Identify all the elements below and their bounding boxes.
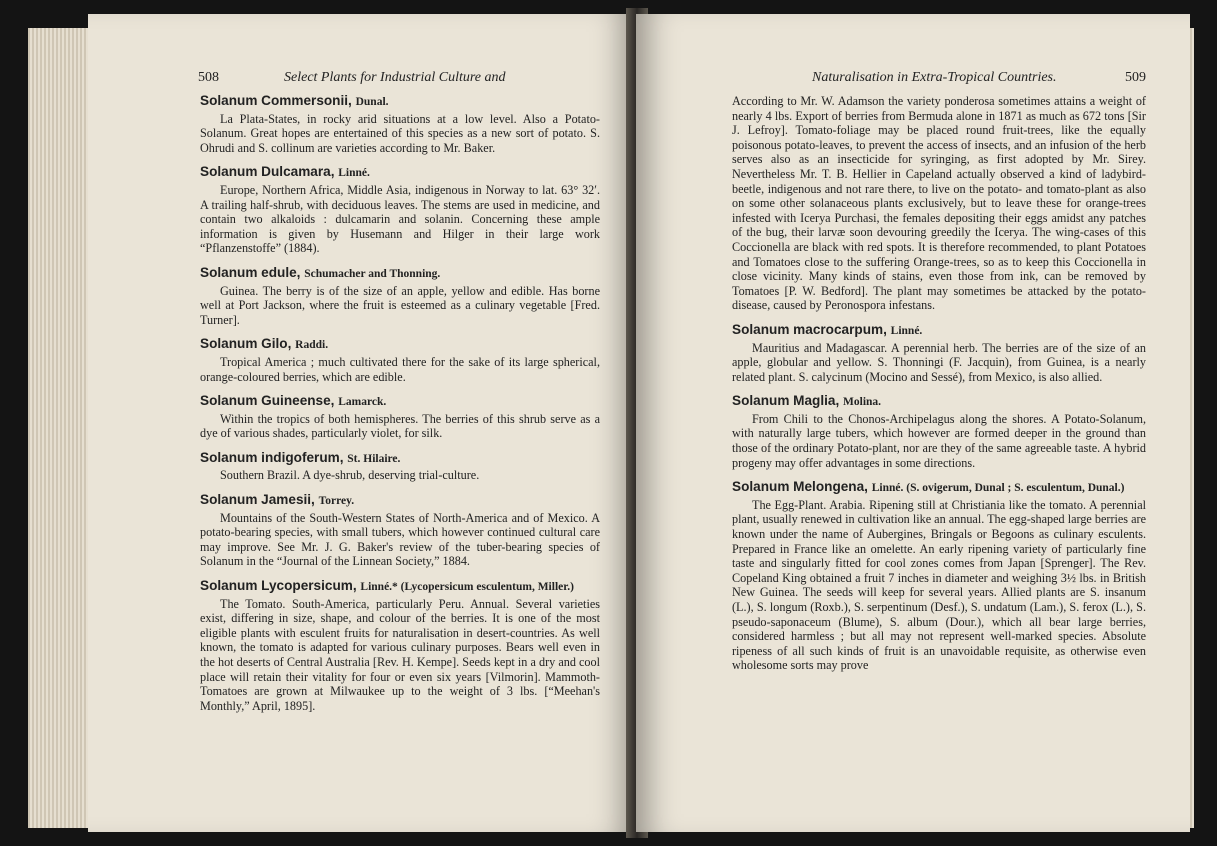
plant-entry [732, 480, 1146, 673]
species-name: Solanum Melongena, [732, 479, 868, 495]
entry-heading [732, 394, 1146, 410]
entry-heading [200, 337, 600, 353]
plant-entry [200, 451, 600, 483]
entry-description: Within the tropics of both hemispheres. The berries of this shrub serve as a dye of various shades, particularly violet, for silk. [200, 411, 600, 441]
species-name: Solanum Dulcamara, [200, 164, 335, 180]
entry-heading [200, 493, 600, 509]
species-authority: Linné.* (Lycopersicum esculentum, Miller.) [360, 581, 574, 594]
species-name: Solanum Commersonii, [200, 93, 352, 108]
left-page-number: 508 [198, 70, 219, 85]
left-text-column [200, 94, 600, 723]
right-running-title: Naturalisation in Extra-Tropical Countries. [812, 70, 1057, 85]
entry-description: Guinea. The berry is of the size of an apple, yellow and edible. Has borne well at Port Jackson, where the fruit is esteemed as a culinary vegetable [Fred. Turner]. [200, 283, 600, 327]
right-text-column [732, 94, 1146, 683]
entry-description: Europe, Northern Africa, Middle Asia, indigenous in Norway to lat. 63° 32′. A trailing half-shrub, with deciduous leaves. The stems are used in medicine, and contain two alkaloids : dulcamarin and solanin. Concerning these ample information is given by Husemann and Hilger in their large work “Pflanzenstoffe” (1884). [200, 182, 600, 256]
entry-description: The Tomato. South-America, particularly Peru. Annual. Several varieties exist, differing in size, shape, and colour of the berries. It is one of the most eligible plants with esculent fruits for naturalisation in desert-countries. As well known, the tomato is adapted for various culinary purposes. Bears well even in the hot deserts of Central Australia [Rev. H. Kempe]. Seeds kept in a dry and cool place will retain their vitality for four or even six years [Vilmorin]. Mammoth-Tomatoes are grown at Milwaukee up to the weight of 3 lbs. [“Meehan's Monthly,” April, 1895]. [200, 596, 600, 713]
plant-entry [732, 323, 1146, 384]
species-authority: Schumacher and Thonning. [304, 267, 441, 280]
species-name: Solanum edule, [200, 264, 301, 280]
entry-heading [732, 480, 1146, 496]
plant-entry [200, 394, 600, 441]
plant-entry [200, 266, 600, 327]
plant-entry [732, 394, 1146, 470]
species-authority: Molina. [843, 396, 882, 409]
plant-entry [200, 337, 600, 384]
entry-heading [200, 451, 600, 467]
plant-entry [200, 579, 600, 713]
entry-heading [200, 579, 600, 595]
entry-description: Southern Brazil. A dye-shrub, deserving trial-culture. [220, 468, 480, 483]
species-authority: Linné. [338, 167, 370, 180]
species-name: Solanum Guineense, [200, 393, 335, 409]
entry-heading [200, 94, 600, 110]
right-page-number: 509 [1125, 70, 1146, 85]
plant-entry [200, 94, 600, 155]
entry-description: Mountains of the South-Western States of North-America and of Mexico. A potato-bearing species, with small tubers, which however continued cultural care may improve. See Mr. J. G. Baker's review of the tuber-bearing species of Solanum in the “Journal of the Linnean Society,” 1884. [200, 510, 600, 569]
species-authority: Torrey. [318, 495, 355, 508]
entry-heading [200, 266, 600, 282]
species-authority: St. Hilaire. [347, 452, 401, 465]
entry-description: The Egg-Plant. Arabia. Ripening still at Christiania like the tomato. A perennial plant, usually renewed in cultivation like an annual. The egg-shaped large berries are known under the name of Aubergines, Bringals or Begoons as culinary esculents. Prepared in France like an omelette. An early ripening variety of particularly fine taste and singularly fitted for cool zones comes from Japan [Sprenger]. The Rev. Copeland King obtained a fruit 7 inches in diameter and weighing 3½ lbs. in British New Guinea. The seeds will keep for several years. Allied plants are S. insanum (L.), S. longum (Roxb.), S. serpentinum (Desf.), S. undatum (Lam.), S. ferox (L.), S. pseudo-saponaceum (Blume), S. album (Dour.), which all bear large berries, considered harmless ; but all may not represent well-marked species. Absolute ripeness of all such kinds of fruit is an unavoidable requisite, as otherwise even wholesome sorts may prove [732, 497, 1146, 673]
left-page [88, 14, 634, 832]
left-running-title: Select Plants for Industrial Culture and [284, 70, 506, 85]
species-name: Solanum Gilo, [200, 336, 292, 352]
plant-entry [200, 165, 600, 256]
species-name: Solanum indigoferum, [200, 449, 344, 465]
species-name: Solanum Lycopersicum, [200, 578, 357, 594]
open-book [28, 8, 1190, 838]
species-name: Solanum macrocarpum, [732, 321, 887, 337]
species-authority: Lamarck. [338, 396, 387, 409]
plant-entry [200, 493, 600, 569]
species-authority: Linné. (S. ovigerum, Dunal ; S. esculentum, Dunal.) [871, 482, 1125, 495]
species-authority: Linné. [890, 324, 923, 337]
species-name: Solanum Maglia, [732, 393, 840, 409]
entry-heading [200, 165, 600, 181]
right-page [636, 14, 1190, 832]
species-name: Solanum Jamesii, [200, 492, 315, 508]
entry-heading [200, 394, 600, 410]
entry-description: Tropical America ; much cultivated there for the sake of its large spherical, orange-coloured berries, which are edible. [200, 354, 600, 384]
species-authority: Dunal. [355, 96, 389, 108]
species-authority: Raddi. [295, 339, 329, 352]
entry-description: La Plata-States, in rocky arid situations at a low level. Also a Potato-Solanum. Great hopes are entertained of this species as a new sort of potato. S. Ohrudi and S. collinum are varieties according to Mr. Baker. [200, 111, 600, 155]
entry-heading [732, 323, 1146, 339]
entry-description: From Chili to the Chonos-Archipelagus along the shores. A Potato-Solanum, with naturally large tubers, which however are formed deeper in the ground than those of the ordinary Potato-plant, nor are they of the same agreeable taste. A hybrid progeny may offer advantages in some directions. [732, 411, 1146, 470]
continuation-paragraph: According to Mr. W. Adamson the variety ponderosa sometimes attains a weight of nearly 4 lbs. Export of berries from Bermuda alone in 1871 as much as 672 tons [Sir J. Lefroy]. Tomato-foliage may be placed round fruit-trees, like the equally poisonous potato-leaves, to prevent the access of insects, and an infusion of the herb serves also as an insecticide for syringing, as first adopted by Mr. Sirey. Nevertheless Mr. T. B. Hellier in Capeland actually observed a kind of ladybird-beetle, indigenous and not rare there, to live on the potato- and tomato-plant as also on some other solanaceous plants exclusively, but to leave these for orange-trees infested with Icerya Purchasi, the females depositing their eggs amidst any patches of the bug, their larvæ soon devouring greedily the Icerya. The wing-cases of this Coccionella are black with red spots. It is therefore recommended, to plant Potatoes and Tomatoes close to the suffering Orange-trees, so as to keep this Coccionella in close vicinity. Many kinds of stains, even those from ink, can be removed by Tomatoes [P. W. Bedford]. The plant may sometimes be attacked by the potato-disease, caused by Peronospora infestans. [732, 94, 1146, 313]
entry-description: Mauritius and Madagascar. A perennial herb. The berries are of the size of an apple, globular and yellow. S. Thonningi (F. Jacquin), from Guinea, is a nearly related plant. S. calycinum (Mocino and Sessé), from Mexico, is also allied. [732, 340, 1146, 384]
